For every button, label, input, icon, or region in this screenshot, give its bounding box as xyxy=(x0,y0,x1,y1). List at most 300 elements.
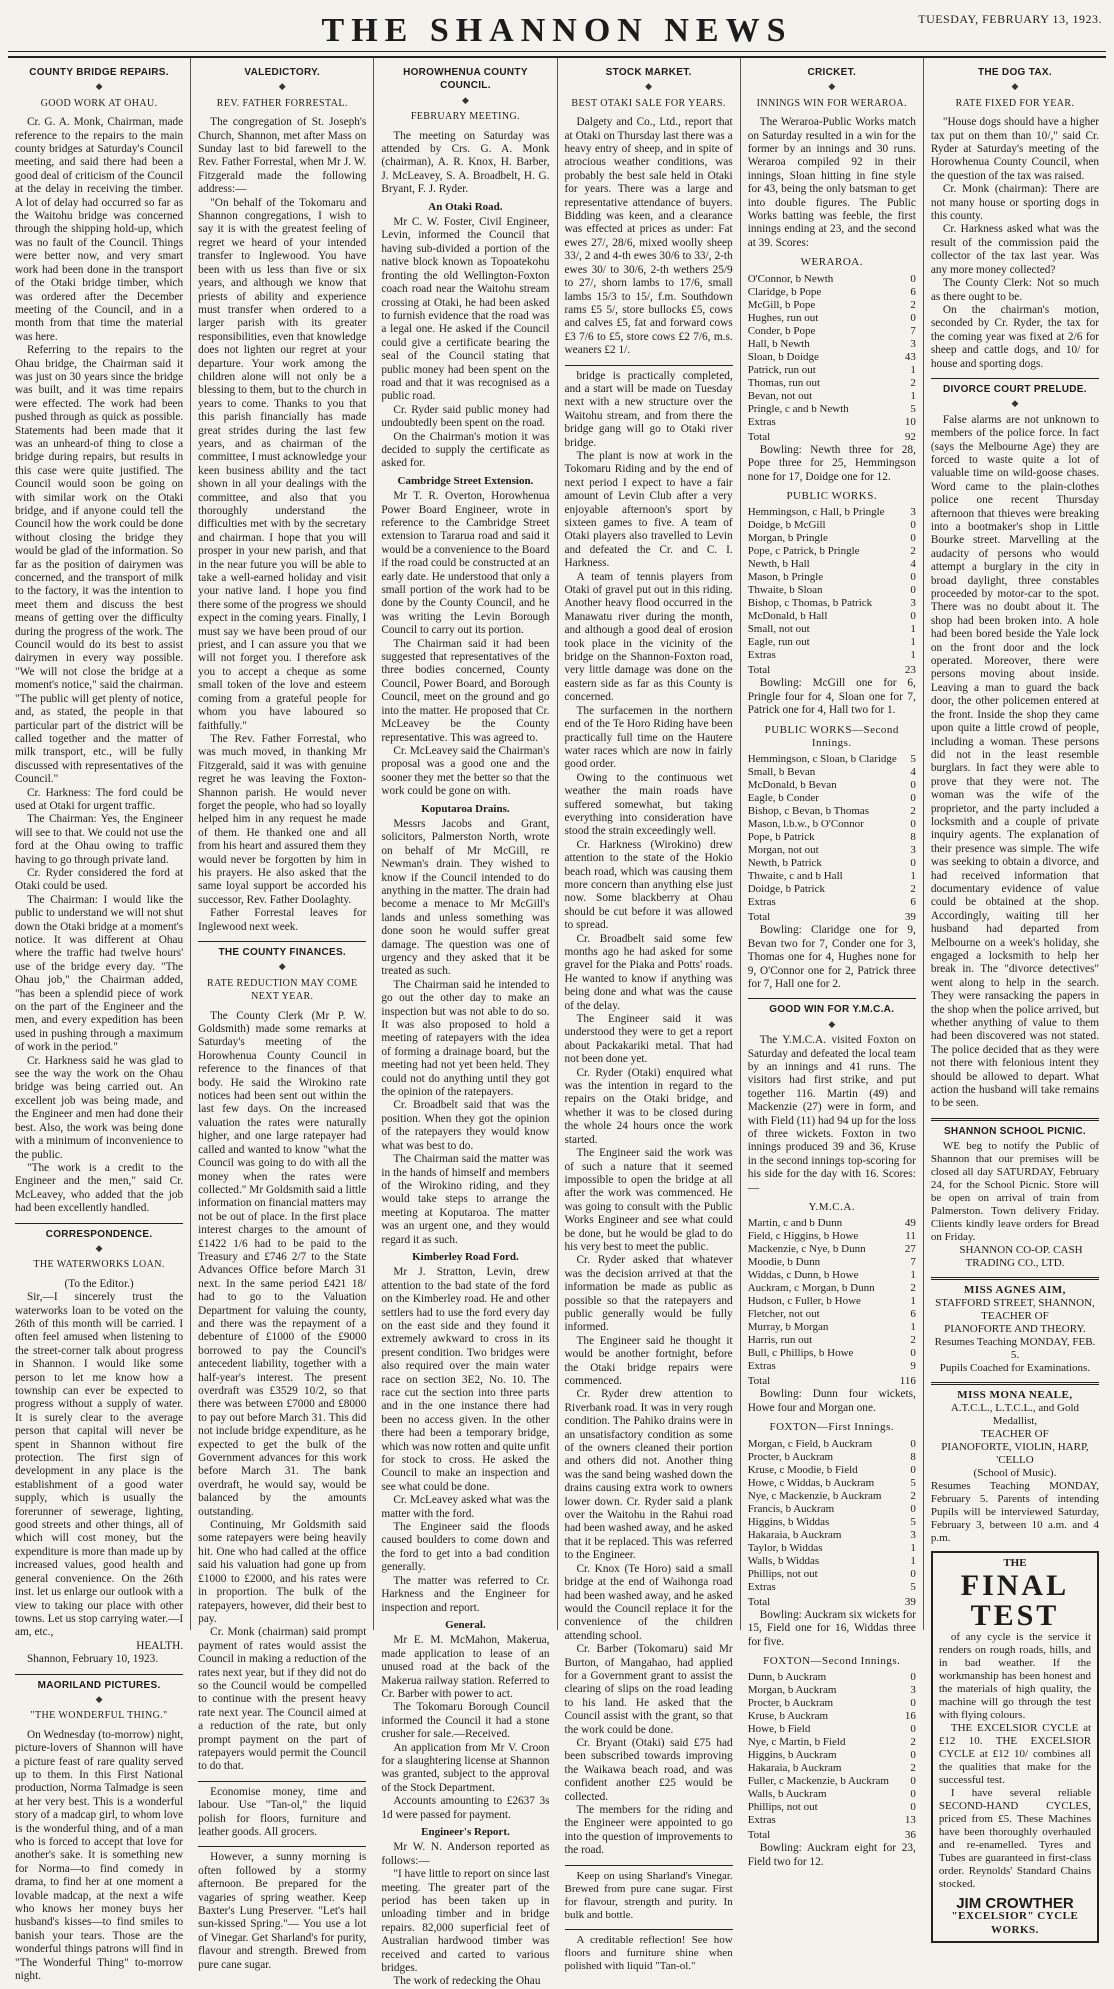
section-heading: Cambridge Street Extension. xyxy=(397,474,534,487)
paragraph: Accounts amounting to £2637 3s 1d were passed for payment. xyxy=(381,1795,550,1821)
batsman-line xyxy=(748,1801,916,1814)
column-6 xyxy=(924,58,1106,1936)
ad-kicker: THE xyxy=(1003,1557,1027,1570)
batsman-line xyxy=(748,1762,916,1775)
team-heading: PUBLIC WORKS—Second Innings. xyxy=(764,723,899,749)
letter-signature: HEALTH. xyxy=(136,1639,184,1652)
ad-line: Pupils Coached for Examinations. xyxy=(939,1362,1091,1375)
batsman-runs: 2 xyxy=(910,1736,916,1749)
total-line: Total 23 xyxy=(747,664,916,677)
headline-stock-market: STOCK MARKET. xyxy=(605,67,692,78)
paragraph: Cr. Monk (chairman): There are not many house or sporting dogs in this county. xyxy=(930,183,1100,223)
paragraph: The Tokomaru Borough Council informed the Council it had a stone crusher for sale.—Received. xyxy=(381,1701,550,1741)
section-heading: An Otaki Road. xyxy=(428,200,503,213)
batsman-runs: 3 xyxy=(910,844,916,857)
batsman-name: Hemmingson, c Hall, b Pringle xyxy=(747,506,885,519)
batsman-runs: 1 xyxy=(910,1554,916,1567)
batsman-line xyxy=(748,1736,916,1749)
column-divider xyxy=(198,1781,366,1782)
batsman-name: Sloan, b Doidge xyxy=(747,350,819,363)
batsman-runs: 1 xyxy=(910,363,916,376)
batsman-name: Conder, b Pope xyxy=(747,324,816,337)
batsman-line xyxy=(748,1438,916,1451)
batsman-line xyxy=(748,779,916,792)
batsman-name: Pringle, c and b Newth xyxy=(747,402,849,415)
ad-line: TEACHER OF xyxy=(981,1310,1049,1323)
paragraph: Continuing, Mr Goldsmith said some ratepayers were being heavily hit. One who had called at the office said his valuation had gone up from £1000 to £2000, and his rates were in proportion. The bulk of the ratepayers, however, did their best to pay. xyxy=(198,1519,367,1625)
batsman-line xyxy=(748,844,916,857)
batsman-line xyxy=(748,1749,916,1762)
paragraph: Cr. McLeavey said the Chairman's proposal was a good one and the sooner they met the better so that the work could be gone on with. xyxy=(381,744,550,798)
section-heading: Engineer's Report. xyxy=(421,1826,510,1838)
column-divider xyxy=(15,1223,183,1224)
ornament: ◆ xyxy=(1011,398,1019,409)
headline-maoriland-pictures: MAORILAND PICTURES. xyxy=(37,1679,161,1691)
picnic-signature: SHANNON CO-OP. CASH TRADING CO., LTD. xyxy=(959,1244,1083,1270)
batsman-line xyxy=(748,1217,916,1230)
batsman-runs: 8 xyxy=(910,1450,916,1463)
paragraph: The matter was referred to Cr. Harkness and the Engineer for inspection and report. xyxy=(381,1574,550,1614)
paragraph: False alarms are not unknown to members of the police force. In fact (says the Melbourne Age) they are forced to waste quite a lot of valuable time on wild-goose chases. Word came to the plain-clothes police one recent Thursday afternoon that thieves were breaking into a bootmaker's shop in Little Bourke street. Marvelling at the audacity of persons who would attempt a burglary in the city in broad daylight, three constables proceeded by motor-car to the spot. There was no doubt about it. The shop had been broken into. A hole had been bored beside the Yale lock on the front door and the lock operated. Moreover, there were persons moving about inside. Leaving a man to guard the back door, the other policemen entered at the front. Inside the shop they came upon quite a little crowd of people, including a woman. These persons did not in the least resemble burglars. In fact they were able to prove that they were not. The woman was the wife of the proprietor, and the party included a locksmith and a couple of private inquiry agents. The explanation of their presence was simple. The wife was seeking to obtain a divorce, and had received information that documentary evidence of value could be obtained at the shop. Accordingly, waiting till her husband had departed from Melbourne on a week's holiday, she engaged a locksmith to help her break in. The "divorce detectives" went along to help in the search. They were ransacking the papers in the shop when the police arrived, but whether anything of value to them had been discovered was not stated. The police decided that as they were not there with felonious intent they should be allowed to depart. What action the husband will take remains to be seen. xyxy=(930,413,1100,1110)
column-divider xyxy=(931,1118,1099,1121)
paragraph: The Y.M.C.A. visited Foxton on Saturday and defeated the local team by an innings and 41 runs. The visitors had first strike, and put together 116. Martin (49) and Mackenzie (27) were in form, and with Field (11) had 94 up for the loss of three wickets. Foxton in two innings produced 39 and 36, Kruse in the second innings top-scoring for his side for the day with 16. Scores:— xyxy=(747,1034,916,1194)
batsman-runs: 2 xyxy=(910,1762,916,1775)
subheadline-otaki-sale: BEST OTAKI SALE FOR YEARS. xyxy=(571,97,726,109)
batsman-runs: 1 xyxy=(910,389,916,402)
batsman-line xyxy=(748,519,916,532)
batsman-name: Extras xyxy=(747,896,776,909)
bowling-figures: Bowling: Newth three for 28, Pope three for 25, Hemmingson none for 17, Doidge one for 12. xyxy=(747,443,916,483)
ad-paragraph: THE EXCELSIOR CYCLE at £12 10. THE EXCELSIOR CYCLE at £12 10/ combines all the qualities that make for the successful test. xyxy=(938,1721,1092,1786)
subheadline-rate-reduction: RATE REDUCTION MAY COME NEXT YEAR. xyxy=(207,977,358,1003)
paragraph: The Rev. Father Forrestal, who was much moved, in thanking Mr Fitzgerald, said it was with genuine regret he was leaving the Foxton-Shannon parish. He would never forget the people, who had so loyally helped him in any request he made of them. He thanked one and all from his heart and assured them they would never be forgotten by him in his prayers. He also asked that the same loyal support be accorded his successor, Rev. Father Doolaghty. xyxy=(198,732,367,906)
paragraph: The Chairman: Yes, the Engineer will see to that. We could not use the ford at the Ohau owing to traffic having to go through private land. xyxy=(15,813,184,866)
column-3 xyxy=(374,58,557,1988)
batsman-line xyxy=(748,1555,916,1568)
batsman-name: Hall, b Newth xyxy=(747,337,810,350)
batsman-runs: 49 xyxy=(904,1217,916,1230)
paragraph: On the chairman's motion, seconded by Cr. Ryder, the tax for the coming year was fixed at 2/6 for sheep and cattle dogs, and 10/ for house and sporting dogs. xyxy=(930,303,1100,370)
paragraph: "On behalf of the Tokomaru and Shannon congregations, I wish to say it is with the greatest feeling of regret we heard of your intended transfer to Inglewood. You have been with us less than five or six years, and although we know that priests of ability and experience must transfer when ordered to a larger parish with its greater responsibilities, even that knowledge does not lighten our regret at your departure. Your work among the children alone will not only be a blessing to them, but to the church in years to come. Thanks to you that this parish financially has made great strides during the last few years, and as chairman of the committee, I must acknowledge your keen business ability and the tact shown in all your dealings with the committee, and also that you thoroughly understand the difficulties met with by the secretary and chairman. I hope that you will prosper in your new parish, and that in the near future you will be able to take a well-earned holiday and visit your native land. I hope you find there some of the progress we should expect in the coming years. Finally, I must say we have been proud of our priest, and I can assure you that we will not forget you. I therefore ask you to accept a cheque as some small token of the love and esteem coming from a grateful people for whom you have laboured so faithfully." xyxy=(198,196,367,732)
batsman-runs: 2 xyxy=(910,1334,916,1347)
batsman-name: Doidge, b Patrick xyxy=(747,883,825,896)
batsman-runs: 5 xyxy=(910,402,916,415)
batsman-runs: 0 xyxy=(910,311,916,324)
paragraph: Cr. McLeavey asked what was the matter with the ford. xyxy=(381,1494,550,1520)
batsman-line xyxy=(748,299,916,312)
paragraph: The Chairman said the matter was in the hands of himself and members of the Wirokino riding, and they would take steps to arrange the meeting at Koputaroa. The matter was an urgent one, and they would regard it as such. xyxy=(381,1153,550,1246)
paragraph: The Chairman said it had been suggested that representatives of the three bodies concerned, County Council, Power Board, and Borough Council, meet on the ground and go into the matter. He proposed that Cr. McLeavey be the County representative. This was agreed to. xyxy=(381,637,550,744)
batsman-name: Procter, b Auckram xyxy=(747,1450,834,1463)
batsman-runs: 0 xyxy=(910,610,916,623)
ad-line: PIANOFORTE, VIOLIN, HARP, 'CELLO xyxy=(941,1441,1089,1467)
paragraph: Cr. Barber (Tokomaru) said Mr Burton, of Mangahao, had applied for a Government grant to assist the clearing of slips on the road leading to his land. He asked that the Council assist with the grant, so that the work could be done. xyxy=(564,1643,733,1736)
batsman-line xyxy=(748,325,916,338)
subheadline-waterworks-loan: THE WATERWORKS LOAN. xyxy=(33,1259,165,1271)
batsman-runs: 4 xyxy=(910,766,916,779)
column-divider xyxy=(931,378,1099,379)
batsman-name: Extras xyxy=(747,1814,776,1827)
batsman-line xyxy=(748,896,916,909)
batsman-runs: 1 xyxy=(910,1321,916,1334)
batsman-name: Walls, b Auckram xyxy=(747,1788,827,1801)
paragraph: Cr. Harkness (Wirokino) drew attention to the state of the Hokio beach road, which was causing them more concern than anything else just now. Some blackberry at Ohau should be cut before it was allowed to spread. xyxy=(564,838,733,932)
batsman-name: Dunn, b Auckram xyxy=(747,1671,827,1684)
batsman-runs: 0 xyxy=(910,532,916,545)
paragraph: Cr. G. A. Monk, Chairman, made reference to the repairs to the main county bridges at Saturday's Council meeting, and said there had been a good deal of criticism of the Council at the delay in receiving the timber. A lot of delay had occurred so far as the Waitohu bridge was concerned through the shipping hold-up, which was no fault of the Council. Things were better now, and very smart work had been done in the transport of the Otaki bridge timber, which was ordered after the December meeting of the Council, and in a month from that time the material was here. xyxy=(15,116,184,343)
batsman-line xyxy=(748,273,916,286)
advert-mona-neale xyxy=(931,1389,1099,1545)
batsman-runs: 0 xyxy=(910,1775,916,1788)
headline-divorce-court: DIVORCE COURT PRELUDE. xyxy=(943,383,1087,395)
paragraph: Cr. Ryder drew attention to Riverbank road. It was in very rough condition. The Pahiko drains were in an unsatisfactory condition as some of the owners cleaned their portion and others did not. Another thing was the sand being washed down the drains causing extra work to owners lower down. Cr. Ryder said a plank over the Waitohu in the Rahui road had been washed away, and he asked that it be replaced. This was referred to the Engineer. xyxy=(564,1388,733,1562)
batsman-line xyxy=(748,1334,916,1347)
batsman-line xyxy=(748,649,916,662)
paragraph: Cr. Ryder said public money had undoubtedly been spent on the road. xyxy=(381,403,550,430)
batsman-name: Walls, b Widdas xyxy=(747,1554,820,1567)
batsman-runs: 0 xyxy=(910,584,916,597)
ad-line: A.T.C.L., L.T.C.L., and Gold Medallist, xyxy=(950,1402,1080,1428)
column-divider xyxy=(931,1382,1099,1385)
batsman-runs: 7 xyxy=(910,324,916,337)
paragraph: The surfacemen in the northern end of the Te Horo Riding have been practically full time on the Hautere water races which are now in fairly good order. xyxy=(564,704,733,771)
batsman-name: Eagle, run out xyxy=(747,636,810,649)
batsman-name: Newth, b Patrick xyxy=(747,857,822,870)
batsman-name: Martin, c and b Dunn xyxy=(747,1217,843,1230)
paragraph: The members for the riding and the Engineer were appointed to go into the question of improvements to the road. xyxy=(564,1804,733,1857)
column-2 xyxy=(191,58,374,1971)
bowling-figures: Bowling: Claridge one for 9, Bevan two for 7, Conder one for 3, Thomas one for 4, Hughes none for 9, O'Connor one for 2, Patrick three for 7, Hall one for 2. xyxy=(747,924,916,990)
batsman-line xyxy=(748,1542,916,1555)
ornament: ◆ xyxy=(461,94,469,105)
paragraph: The County Clerk: Not so much as there ought to be. xyxy=(930,277,1100,303)
advert-sharlands-vinegar: Keep on using Sharland's Vinegar. Brewed from pure cane sugar. First for flavour, strength and purity. In bulk and bottle. xyxy=(564,1869,733,1921)
batsman-runs: 0 xyxy=(910,1502,916,1515)
paragraph: Cr. Ryder considered the ford at Otaki could be used. xyxy=(15,866,184,893)
paragraph: Cr. Knox (Te Horo) said a small bridge at the end of Waihonga road had been washed away, and he asked would the Council replace it for the convenience of the children attending school. xyxy=(564,1562,733,1642)
batsman-name: Bevan, not out xyxy=(747,389,813,402)
batsman-line xyxy=(748,1581,916,1594)
paragraph: The Engineer said the floods caused boulders to come down and the ford to get into a bad condition generally. xyxy=(381,1521,550,1574)
batsman-name: Extras xyxy=(747,1360,776,1373)
batsman-name: Mackenzie, c Nye, b Dunn xyxy=(747,1243,866,1256)
batsman-line xyxy=(748,870,916,883)
batsman-runs: 1 xyxy=(910,1295,916,1308)
paragraph: The Engineer said he thought it would be another fortnight, before the Otaki bridge repairs were commenced. xyxy=(564,1334,733,1387)
bowling-figures: Bowling: McGill one for 6, Pringle four for 4, Sloan one for 7, Patrick one for 4, Hall two for 1. xyxy=(747,677,916,717)
newspaper-title: THE SHANNON NEWS xyxy=(321,12,793,49)
paragraph: Cr. Broadbelt said some few months ago he had asked for some gravel for the Piaka and Potts' roads. He wanted to know if anything was being done and what was the cause of the delay. xyxy=(564,932,733,1012)
batsman-line xyxy=(748,883,916,896)
issue-date: TUESDAY, FEBRUARY 13, 1923. xyxy=(918,12,1102,26)
batsman-line xyxy=(748,1464,916,1477)
batsman-name: Higgins, b Widdas xyxy=(747,1515,830,1528)
batsman-name: Kruse, b Auckram xyxy=(747,1710,829,1723)
batsman-line xyxy=(748,1775,916,1788)
batsman-line xyxy=(748,597,916,610)
batsman-name: Phillips, not out xyxy=(747,1801,818,1814)
batsman-runs: 0 xyxy=(910,519,916,532)
batsman-name: McDonald, b Hall xyxy=(747,610,828,623)
headline-school-picnic: SHANNON SCHOOL PICNIC. xyxy=(943,1125,1086,1137)
batsman-line xyxy=(748,1256,916,1269)
batsman-name: O'Connor, b Newth xyxy=(747,272,834,285)
batsman-name: Thomas, run out xyxy=(747,376,821,389)
batsman-line xyxy=(748,818,916,831)
batsman-name: Mason, l.b.w., b O'Connor xyxy=(747,818,864,831)
batsman-line xyxy=(748,390,916,403)
batsman-line xyxy=(748,1710,916,1723)
masthead-rule xyxy=(8,51,1106,52)
batsman-line xyxy=(748,805,916,818)
subheadline-father-forrestal: REV. FATHER FORRESTAL. xyxy=(216,97,348,109)
batsman-runs: 0 xyxy=(910,1347,916,1360)
column-divider xyxy=(931,1277,1099,1280)
batsman-runs: 0 xyxy=(910,1723,916,1736)
batsman-runs: 0 xyxy=(910,1697,916,1710)
team-heading: Y.M.C.A. xyxy=(808,1201,856,1214)
paragraph: The work of redecking the Ohau xyxy=(393,1975,541,1988)
batsman-runs: 2 xyxy=(910,545,916,558)
batsman-line xyxy=(748,571,916,584)
batsman-line xyxy=(748,1243,916,1256)
paragraph: "I have little to report on since last meeting. The greater part of the period has been taken up in unloading timber and in bridge repairs. 82,000 superficial feet of Australian hardwood timber was received and carted to various bridges. xyxy=(381,1868,550,1975)
batsman-runs: 16 xyxy=(904,1710,916,1723)
batsman-name: Mason, b Pringle xyxy=(747,571,824,584)
column-4 xyxy=(558,58,741,1972)
paragraph: Cr. Ryder asked that whatever was the decision arrived at that the information be made as public as possible so that the ratepayers and public generally would be fully informed. xyxy=(564,1254,733,1334)
masthead xyxy=(8,4,1106,58)
column-divider xyxy=(565,1929,733,1930)
batsman-line xyxy=(748,1723,916,1736)
headline-ymca: GOOD WIN FOR Y.M.C.A. xyxy=(769,1004,895,1016)
paragraph: Sir,—I sincerely trust the waterworks loan to be voted on the 26th of this month will be carried. I often feel amused when listening to the street-corner talk about progress in Shannon. I would like some person to let me know how a township can ever be expected to progress without a supply of water. It is surely clear to the average person that capital will never be spent in Shannon without fire protection. The first sign of development in any place is the establishment of a good water supply, which is usually the forerunner of sewerage, lighting, good streets and other things, all of which will cost money, but the expenditure is more than made up by increased values, good health and general convenience. On the 26th inst. let us enlarge our outlook with a view to taking our place with other towns. Let us stop carrying water.—I am, etc., xyxy=(15,1291,184,1639)
column-1 xyxy=(8,58,191,1983)
batsman-runs: 1 xyxy=(910,623,916,636)
scorecard-foxton-2 xyxy=(748,1671,916,1827)
paragraph: A team of tennis players from Otaki of gravel put out in this riding. Another heavy flood occurred in the Manawatu river during the month, and although a good deal of erosion took place in the vicinity of the bridge on the Shannon-Foxton road, very little damage was done on the eastern side as far as this County is concerned. xyxy=(564,570,733,704)
ad-line: PIANOFORTE AND THEORY. xyxy=(944,1323,1086,1336)
batsman-line xyxy=(748,623,916,636)
batsman-runs: 0 xyxy=(910,1671,916,1684)
batsman-runs: 0 xyxy=(910,1801,916,1814)
batsman-runs: 2 xyxy=(910,805,916,818)
batsman-name: Francis, b Auckram xyxy=(747,1502,835,1515)
ornament: ◆ xyxy=(828,81,836,92)
batsman-runs: 0 xyxy=(910,779,916,792)
batsman-name: Widdas, c Dunn, b Howe xyxy=(747,1269,859,1282)
batsman-runs: 3 xyxy=(910,1684,916,1697)
batsman-line xyxy=(748,377,916,390)
batsman-line xyxy=(748,558,916,571)
batsman-runs: 4 xyxy=(910,558,916,571)
batsman-line xyxy=(748,351,916,364)
subheadline-february-meeting: FEBRUARY MEETING. xyxy=(410,111,521,123)
ornament: ◆ xyxy=(645,81,653,92)
batsman-name: Morgan, c Field, b Auckram xyxy=(747,1437,873,1450)
batsman-runs: 3 xyxy=(910,506,916,519)
batsman-name: Taylor, b Widdas xyxy=(747,1541,823,1554)
batsman-line xyxy=(748,286,916,299)
batsman-name: Small, not out xyxy=(747,623,810,636)
paragraph: Cr. Broadbelt said that was the position. When they got the opinion of the ratepayers they would know what was best to do. xyxy=(381,1099,550,1152)
paragraph: "House dogs should have a higher tax put on them than 10/," said Cr. Ryder at Saturday's meeting of the Horowhenua County Council, when the question of the tax was raised. xyxy=(930,116,1100,182)
batsman-runs: 6 xyxy=(910,285,916,298)
advertiser-works: "EXCELSIOR" CYCLE WORKS. xyxy=(951,1910,1079,1936)
batsman-line xyxy=(748,1282,916,1295)
batsman-runs: 0 xyxy=(910,1437,916,1450)
batsman-runs: 10 xyxy=(904,415,916,428)
paragraph: An application from Mr V. Croon for a slaughtering license at Shannon was granted, subject to the approval of the Stock Department. xyxy=(381,1741,550,1794)
paragraph: The Chairman: I would like the public to understand we will not shut down the Otaki bridge at a moment's notice. It was different at Ohau where the traffic had twelve hours' use of the bridge every day. "The Ohau job," the Chairman added, "has been a splendid piece of work on the part of the Engineer and the men, and every expedition has been used in pushing through a maximum of work in the period." xyxy=(15,893,184,1054)
batsman-line xyxy=(748,1347,916,1360)
batsman-runs: 0 xyxy=(910,857,916,870)
section-heading: Kimberley Road Ford. xyxy=(412,1250,519,1263)
batsman-name: Harris, run out xyxy=(747,1334,813,1347)
ad-line: Resumes Teaching MONDAY, FEB. 5. xyxy=(934,1336,1096,1362)
paragraph: The congregation of St. Joseph's Church, Shannon, met after Mass on Sunday last to bid farewell to the Rev. Father Forrestal, when Mr J. W. Fitzgerald made the following address:— xyxy=(198,116,367,196)
subheadline-rate-fixed: RATE FIXED FOR YEAR. xyxy=(955,97,1075,109)
batsman-runs: 1 xyxy=(910,1269,916,1282)
batsman-line xyxy=(748,1697,916,1710)
paragraph: Cr. Harkness said he was glad to see the way the work on the Ohau bridge was being carried out. An excellent job was being made, and the Engineer and men had done their best. Also, the work was being done with a minimum of inconvenience to the public. xyxy=(15,1054,184,1161)
bowling-figures: Bowling: Dunn four wickets, Howe four and Morgan one. xyxy=(747,1388,916,1414)
batsman-runs: 0 xyxy=(910,272,916,285)
batsman-line xyxy=(748,792,916,805)
scorecard-ymca xyxy=(748,1217,916,1373)
paragraph: On the Chairman's motion it was decided to supply the certificate as asked for. xyxy=(381,430,550,470)
batsman-name: Morgan, not out xyxy=(747,844,819,857)
scorecard-weraroa xyxy=(748,273,916,429)
batsman-name: Pope, b Patrick xyxy=(747,831,815,844)
batsman-name: Kruse, c Moodie, b Field xyxy=(747,1463,858,1476)
paragraph: Cr. Harkness: The ford could be used at Otaki for urgent traffic. xyxy=(15,786,184,812)
batsman-runs: 6 xyxy=(910,896,916,909)
headline-county-bridge-repairs: COUNTY BRIDGE REPAIRS. xyxy=(29,67,169,78)
subheadline-wonderful-thing: "THE WONDERFUL THING." xyxy=(30,1710,168,1722)
paragraph: bridge is practically completed, and a start will be made on Tuesday next with a new structure over the Waitohu stream, and from there the bridge gang will go to Otaki river bridge. xyxy=(564,369,733,449)
team-heading: FOXTON—First Innings. xyxy=(769,1421,895,1434)
headline-horowhenua-council: HOROWHENUA COUNTY COUNCIL. xyxy=(403,67,528,92)
batsman-line xyxy=(748,312,916,325)
batsman-line xyxy=(748,1788,916,1801)
batsman-runs: 8 xyxy=(910,831,916,844)
paragraph: Dalgety and Co., Ltd., report that at Otaki on Thursday last there was a heavy entry of sheep, and in spite of atrocious weather conditions, was probably the best sale held in Otaki for years. There was a large and representative attendance of buyers. Bidding was keen, and a clearance was effected at prices as under: Fat ewes 27/, 28/6, mixed woolly sheep 33/, 2 and 4-th ewes 30/6 to 33/, 2-th ewes 30/ to 30/6, 2-th wethers 25/9 to 27/, shorn lambs to 17/6, small lambs 15/3 to 15/, f.m. Southdown rams £5 5/, store bullocks £5, cows and calves £5, fat and forward cows £3 7/6 to £5, store cows £2 7/6, m.s. weaners £2 1/. xyxy=(564,116,733,357)
batsman-runs: 2 xyxy=(910,1282,916,1295)
batsman-runs: 9 xyxy=(910,1360,916,1373)
subheadline-ohau: GOOD WORK AT OHAU. xyxy=(40,97,158,109)
paragraph: The County Clerk (Mr P. W. Goldsmith) made some remarks at Saturday's meeting of the Horowhenua County Council in reference to the finances of that body. He said the Wirokino rate notices had been sent out within the last few days. On the increased valuation the rates were naturally higher, and one large ratepayer had called and wanted to know "what the Council was going to do with all the money when the rates were collected." Mr Goldsmith said a little information on financial matters may not be out of place. In the first place interest charges to the amount of £1422 1/6 had to be paid to the Treasury and £746 2/7 to the State Advances Office before March 31 next. In the same period £421 18/ had to go to the Valuation Department for valuing the county, and there was the repayment of a debenture of £1000 of the £9000 borrowed to pay the Council's antecedent liability, together with a half-year's interest. The present overdraft was £3529 10/2, so that there was between £7000 and £8000 to pay out before March 31. This did not include bridge expenditure, as he expected to get the bulk of the Government advances for this work before March 31. The bank overdraft, he would say, would be balanced by the amounts outstanding. xyxy=(198,1009,367,1518)
batsman-runs: 0 xyxy=(910,1749,916,1762)
batsman-runs: 0 xyxy=(910,1463,916,1476)
batsman-runs: 0 xyxy=(910,818,916,831)
batsman-line xyxy=(748,766,916,779)
batsman-name: Hemmingson, c Sloan, b Claridge xyxy=(747,753,897,766)
batsman-runs: 2 xyxy=(910,376,916,389)
batsman-line xyxy=(748,532,916,545)
article-body-bridge-repairs xyxy=(15,116,183,1215)
teacher-name: MISS MONA NEALE, xyxy=(957,1389,1073,1402)
batsman-name: McDonald, b Bevan xyxy=(747,779,837,792)
paragraph: Mr C. W. Foster, Civil Engineer, Levin, informed the Council that having sub-divided a portion of the native block known as Topoatekohu fronting the old Wellington-Foxton coach road near the Waitohu stream crossing at Otaki, he had been asked to furnish evidence that the road was a legal one. He asked if the Council could give a certificate bearing the seal of the Council stating that public money had been spent on the road and that it was recognised as a public road. xyxy=(381,216,550,403)
batsman-name: Doidge, b McGill xyxy=(747,519,826,532)
batsman-name: Bishop, c Bevan, b Thomas xyxy=(747,805,870,818)
batsman-runs: 0 xyxy=(910,1788,916,1801)
advertiser-name: JIM CROWTHER xyxy=(956,1894,1074,1912)
total-line: Total 39 xyxy=(747,911,916,924)
batsman-line xyxy=(748,545,916,558)
picnic-notice: WE beg to notify the Public of Shannon that our premises will be closed all day SATURDAY, February 24, for the School Picnic. Store will be open on arrival of train from Palmerston. Town delivery Friday. Clients kindly leave orders for Bread on Friday. xyxy=(930,1140,1100,1244)
ornament: ◆ xyxy=(1011,81,1019,92)
bowling-figures: Bowling: Auckram eight for 23, Field two for 12. xyxy=(747,1842,916,1868)
batsman-name: Thwaite, b Sloan xyxy=(747,584,823,597)
batsman-name: Auckram, c Morgan, b Dunn xyxy=(747,1282,875,1295)
batsman-line xyxy=(748,1503,916,1516)
batsman-name: Hakaraia, b Auckram xyxy=(747,1762,842,1775)
advert-tanol: Economise money, time and labour. Use "Tan-ol," the liquid polish for floors, furniture and leather goods. All grocers. xyxy=(198,1785,367,1838)
page-columns xyxy=(8,58,1106,1988)
bowling-figures: Bowling: Auckram six wickets for 15, Field one for 16, Widdas three for five. xyxy=(747,1608,916,1648)
column-divider xyxy=(15,1674,183,1675)
letter-salutation: (To the Editor.) xyxy=(64,1277,134,1290)
batsman-name: Eagle, b Conder xyxy=(747,792,819,805)
batsman-name: Extras xyxy=(747,649,776,662)
batsman-name: McGill, b Pope xyxy=(747,298,816,311)
total-line: Total 39 xyxy=(747,1595,916,1608)
scorecard-foxton-1 xyxy=(748,1438,916,1594)
batsman-line xyxy=(748,753,916,766)
batsman-line xyxy=(748,416,916,429)
batsman-runs: 5 xyxy=(910,1515,916,1528)
batsman-runs: 6 xyxy=(910,1308,916,1321)
batsman-name: Bull, c Phillips, b Howe xyxy=(747,1347,854,1360)
scorecard-public-works-1 xyxy=(748,506,916,662)
batsman-runs: 11 xyxy=(905,1230,916,1243)
batsman-line xyxy=(748,610,916,623)
column-divider xyxy=(565,1865,733,1866)
batsman-name: Nye, c Martin, b Field xyxy=(747,1736,846,1749)
batsman-name: Thwaite, c and b Hall xyxy=(747,870,843,883)
batsman-runs: 2 xyxy=(910,883,916,896)
batsman-runs: 2 xyxy=(910,1489,916,1502)
ad-headline: FINAL TEST xyxy=(960,1568,1070,1632)
batsman-name: Field, c Higgins, b Howe xyxy=(747,1230,859,1243)
batsman-runs: 27 xyxy=(904,1243,916,1256)
ornament: ◆ xyxy=(95,1693,103,1704)
ornament: ◆ xyxy=(278,961,286,972)
batsman-runs: 1 xyxy=(910,870,916,883)
batsman-name: Patrick, run out xyxy=(747,363,816,376)
batsman-line xyxy=(748,506,916,519)
headline-county-finances: THE COUNTY FINANCES. xyxy=(218,947,346,958)
batsman-line xyxy=(748,1269,916,1282)
ad-line: (School of Music). xyxy=(973,1467,1057,1480)
batsman-runs: 5 xyxy=(910,1580,916,1593)
team-heading: PUBLIC WORKS. xyxy=(786,489,878,502)
batsman-line xyxy=(748,364,916,377)
ad-line: Resumes Teaching MONDAY, February 5. Parents of intending Pupils will be interviewed Saturday, February 3, between 10 a.m. and 4 p.m. xyxy=(930,1480,1100,1545)
total-line: Total 36 xyxy=(747,1829,916,1842)
advert-agnes-aim xyxy=(931,1284,1099,1375)
total-line: Total 92 xyxy=(747,430,916,443)
batsman-name: Higgins, b Auckram xyxy=(747,1749,837,1762)
paragraph: Mr W. N. Anderson reported as follows:— xyxy=(381,1841,550,1867)
paragraph: The Engineer said it was understood they were to get a report about Packakariki metal. That had not been done yet. xyxy=(564,1013,733,1066)
paragraph: Cr. Ryder (Otaki) enquired what was the intention in regard to the repairs on the Otaki bridge, and whether it was to be closed during the whole 24 hours once the work started. xyxy=(564,1066,733,1146)
batsman-name: Hughes, run out xyxy=(747,311,819,324)
ornament: ◆ xyxy=(95,81,103,92)
batsman-line xyxy=(748,857,916,870)
